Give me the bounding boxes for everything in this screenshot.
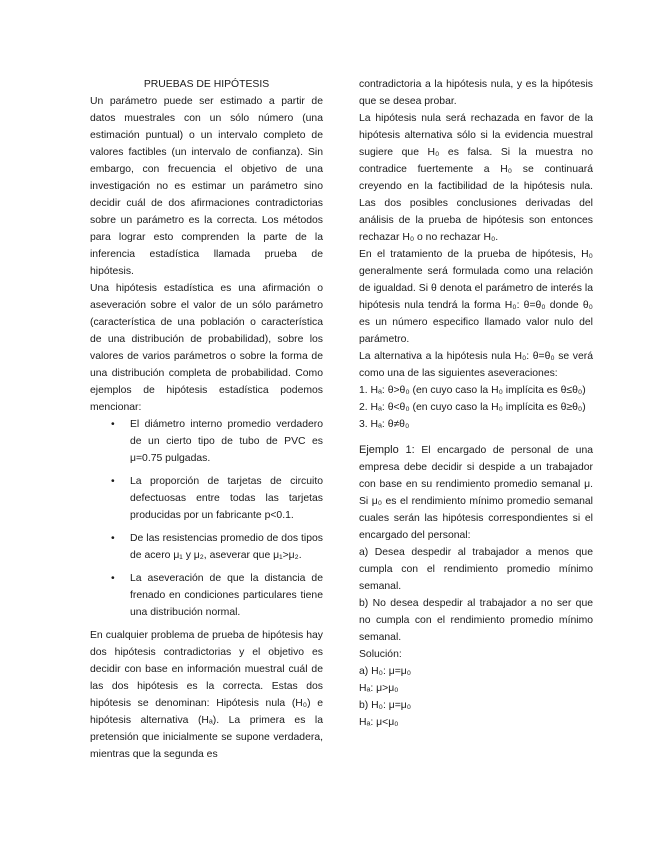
list-item xyxy=(90,570,323,621)
definition-paragraph: Una hipótesis estadística es una afirmación o aseveración sobre el valor de un sólo parámetro (característica de una población o característica de una distribución de probabilidad), sobre los valores de varios parámetros o sobre la forma de una distribución completa de probabilidad. Como ejemplos de hipótesis estadística podemos mencionar: xyxy=(90,283,323,413)
hypotheses-paragraph: En cualquier problema de prueba de hipótesis hay dos hipótesis contradictorias y el objetivo es decidir con base en información muestral cuál de las dos hipótesis es la correcta. Estas dos hipótesis se denominan: Hipótesis nula (H₀) e hipótesis alternativa (Hₐ). La primera es la pretensión que inicialmente se supone verdadera, mientras que la segunda es xyxy=(90,630,323,760)
examples-list xyxy=(90,416,323,621)
solution-line: Hₐ: μ<μ₀ xyxy=(359,717,399,728)
alternative-item: 2. Hₐ: θ<θ₀ (en cuyo caso la H₀ implícita es θ≥θ₀) xyxy=(359,402,586,413)
list-item-text: La aseveración de que la distancia de frenado en condiciones particulares tiene una distribución normal. xyxy=(130,573,323,618)
null-hypothesis-paragraph: En el tratamiento de la prueba de hipótesis, H₀ generalmente será formulada como una relación de igualdad. Si θ denota el parámetro de interés la hipótesis nula tendrá la forma H₀: θ=θ₀ donde θ₀ es un número especifico llamado valor nulo del parámetro. xyxy=(359,249,593,345)
alternative-intro-paragraph: La alternativa a la hipótesis nula H₀: θ=θ₀ se verá como una de las siguientes aseveraciones: xyxy=(359,351,593,379)
right-column xyxy=(359,76,593,731)
left-column xyxy=(90,76,323,763)
solution-label: Solución: xyxy=(359,649,402,660)
page-title: PRUEBAS DE HIPÓTESIS xyxy=(143,79,270,90)
bullet-icon: • xyxy=(111,419,115,430)
continuation-paragraph: contradictoria a la hipótesis nula, y es la hipótesis que se desea probar. xyxy=(359,79,593,107)
list-item-text: La proporción de tarjetas de circuito defectuosas entre todas las tarjetas producidas por un fabricante p<0.1. xyxy=(130,476,323,521)
solution-line: Hₐ: μ>μ₀ xyxy=(359,683,399,694)
example-label: Ejemplo 1: xyxy=(359,444,415,456)
solution-line: b) H₀: μ=μ₀ xyxy=(359,700,412,711)
list-item-text: De las resistencias promedio de dos tipos de acero μ₁ y μ₂, aseverar que μ₁>μ₂. xyxy=(130,533,323,561)
bullet-icon: • xyxy=(111,533,115,544)
solution-line: a) H₀: μ=μ₀ xyxy=(359,666,412,677)
intro-paragraph: Un parámetro puede ser estimado a partir de datos muestrales con un sólo número (una estimación puntual) o un intervalo completo de valores factibles (un intervalo de confianza). Sin embargo, con frecuencia el objetivo de una investigación no es estimar un parámetro sino decidir cuál de dos afirmaciones contradictorias sobre un parámetro es la correcta. Los métodos para lograr esto comprenden la parte de la inferencia estadística llamada prueba de hipótesis. xyxy=(90,96,323,277)
bullet-icon: • xyxy=(111,573,115,584)
list-item xyxy=(90,416,323,467)
bullet-icon: • xyxy=(111,476,115,487)
alternative-item: 3. Hₐ: θ≠θ₀ xyxy=(359,419,410,430)
list-item xyxy=(90,473,323,524)
list-item xyxy=(90,530,323,564)
rejection-paragraph: La hipótesis nula será rechazada en favor de la hipótesis alternativa sólo si la evidencia muestral sugiere que H₀ es falsa. Si la muestra no contradice fuertemente a H₀ se continuará creyendo en la factibilidad de la hipótesis nula. Las dos posibles conclusiones derivadas del análisis de la prueba de hipótesis son entonces rechazar H₀ o no rechazar H₀. xyxy=(359,113,593,243)
example-text: El encargado de personal de una empresa debe decidir si despide a un trabajador con base en su rendimiento promedio semanal μ. Si μ₀ es el rendimiento mínimo promedio semanal cuales serán las hipótesis correspondientes si el encargado del personal: xyxy=(359,445,593,541)
alternative-item: 1. Hₐ: θ>θ₀ (en cuyo caso la H₀ implícita es θ≤θ₀) xyxy=(359,385,586,396)
example-paragraph xyxy=(359,442,593,544)
example-option-b: b) No desea despedir al trabajador a no ser que no cumpla con el rendimiento promedio mínimo semanal. xyxy=(359,598,593,643)
list-item-text: El diámetro interno promedio verdadero de un cierto tipo de tubo de PVC es μ=0.75 pulgadas. xyxy=(130,419,323,464)
example-option-a: a) Desea despedir al trabajador a menos que cumpla con el rendimiento promedio mínimo semanal. xyxy=(359,547,593,592)
